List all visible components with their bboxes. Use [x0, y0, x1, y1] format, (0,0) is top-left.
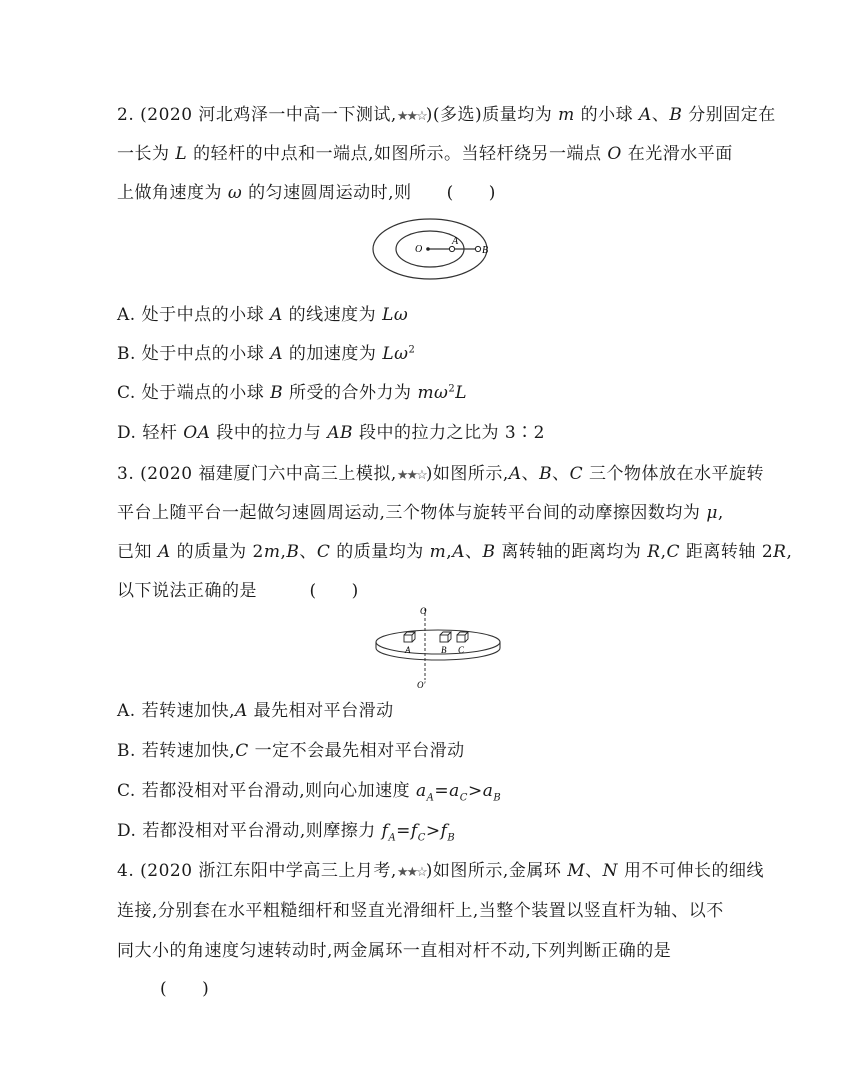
label-O: O: [420, 606, 427, 616]
pivot-O: [426, 247, 430, 251]
label-A: A: [452, 236, 459, 247]
q3-turntable-figure: [368, 604, 508, 688]
ball-B: [475, 246, 480, 251]
q3-line-2: 平台上随平台一起做匀速圆周运动,三个物体与旋转平台间的动摩擦因数均为 μ,: [117, 503, 724, 523]
q2-circles-figure: [370, 216, 500, 282]
q3-option-c: C. 若都没相对平台滑动,则向心加速度 $a_A=a_C>a_B$: [117, 781, 502, 804]
difficulty-stars-icon: ★★☆: [396, 865, 426, 880]
q3-option-b: B. 若转速加快,C 一定不会最先相对平台滑动: [117, 741, 465, 761]
q3-line-4: 以下说法正确的是 ( ): [117, 581, 359, 601]
q4-line-3: 同大小的角速度匀速转动时,两金属环一直相对杆不动,下列判断正确的是: [117, 941, 672, 961]
label-C: C: [458, 645, 465, 655]
q2-option-a: A. 处于中点的小球 A 的线速度为 Lω: [117, 305, 409, 325]
q2-option-c: C. 处于端点的小球 B 所受的合外力为 $m\omega^2L$: [117, 383, 468, 403]
q4-line-2: 连接,分别套在水平粗糙细杆和竖直光滑细杆上,当整个装置以竖直杆为轴、以不: [117, 901, 724, 921]
label-B: B: [482, 245, 489, 256]
platform-top: [376, 630, 500, 654]
q2-line-2: 一长为 L 的轻杆的中点和一端点,如图所示。当轻杆绕另一端点 O 在光滑水平面: [117, 144, 733, 164]
q3-line-1: 3. (2020 福建厦门六中高三上模拟,★★☆)如图所示,A、B、C 三个物体放在水平旋转: [117, 464, 765, 484]
label-B: B: [441, 645, 447, 655]
label-O: O: [415, 244, 423, 255]
difficulty-stars-icon: ★★☆: [396, 468, 426, 483]
q4-answer-blank: ( ): [160, 979, 210, 999]
q2-option-d: D. 轻杆 OA 段中的拉力与 AB 段中的拉力之比为 3∶2: [117, 423, 546, 443]
q3-line-3: 已知 A 的质量为 2m,B、C 的质量均为 m,A、B 离转轴的距离均为 R,C 距离转轴 2R,: [117, 542, 793, 562]
q2-line-1: 2. (2020 河北鸡泽一中高一下测试,★★☆)(多选)质量均为 m 的小球 A、B 分别固定在: [117, 105, 776, 125]
q2-line-3: 上做角速度为 ω 的匀速圆周运动时,则 ( ): [117, 183, 496, 203]
q3-option-d: D. 若都没相对平台滑动,则摩擦力 $f_A=f_C>f_B$: [117, 821, 456, 844]
label-O-prime: O': [417, 680, 426, 688]
q4-line-1: 4. (2020 浙江东阳中学高三上月考,★★☆)如图所示,金属环 M、N 用不可伸长的细线: [117, 861, 764, 881]
q2-option-b: B. 处于中点的小球 A 的加速度为 $L\omega^2$: [117, 344, 416, 364]
q3-option-a: A. 若转速加快,A 最先相对平台滑动: [117, 701, 394, 721]
ball-A: [449, 246, 454, 251]
label-A: A: [405, 645, 411, 655]
difficulty-stars-icon: ★★☆: [396, 109, 426, 124]
